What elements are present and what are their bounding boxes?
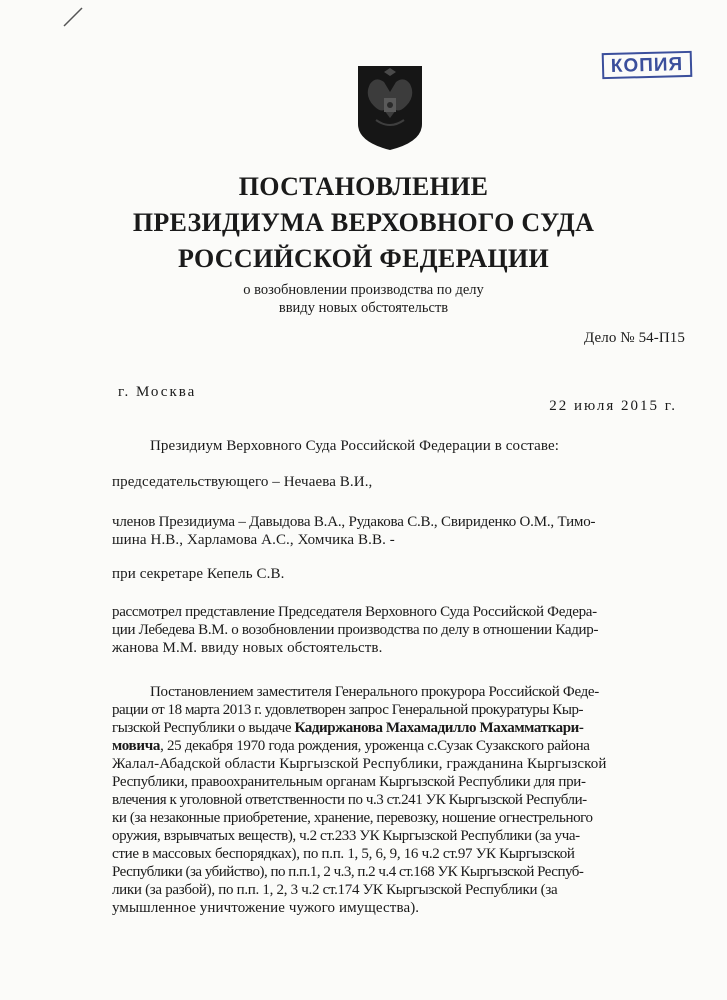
case-number: Дело № 54-П15 [584, 330, 685, 346]
secretary-line: при секретаре Кепель С.В. [112, 566, 285, 582]
paragraph-line: влечения к уголовной ответственности по ч.3 ст.241 УК Кыргызской Республи- [112, 792, 587, 808]
defendant-name: Кадиржанова Махамадилло Махамматкари- [294, 720, 584, 736]
paragraph-line [112, 720, 583, 737]
doc-subject-line1: о возобновлении производства по делу [243, 282, 484, 298]
paragraph-line: умышленное уничтожение чужого имущества). [112, 900, 420, 916]
paragraph-line: оружия, взрывчатых веществ), ч.2 ст.233 УК Кыргызской Республики (за уча- [112, 828, 580, 844]
coat-of-arms-icon [356, 62, 424, 152]
paragraph-line: Республики, правоохранительным органам Кыргызской Республики для при- [112, 774, 586, 790]
paragraph-line: Республики (за убийство), по п.п.1, 2 ч.3, п.2 ч.4 ст.168 УК Кыргызской Респуб- [112, 864, 584, 880]
considered-line1: рассмотрел представление Председателя Верховного Суда Российской Федера- [112, 604, 597, 620]
doc-title-line1: ПОСТАНОВЛЕНИЕ [238, 172, 489, 201]
date: 22 июля 2015 г. [549, 398, 677, 414]
composition-line: Президиум Верховного Суда Российской Федерации в составе: [150, 438, 559, 454]
paragraph-line: стие в массовых беспорядках), по п.п. 1, 5, 6, 9, 16 ч.2 ст.97 УК Кыргызской [112, 846, 575, 862]
doc-title-line3: РОССИЙСКОЙ ФЕДЕРАЦИИ [177, 244, 550, 273]
paragraph-line: Постановлением заместителя Генерального прокурора Российской Феде- [150, 684, 599, 700]
paragraph-line: рации от 18 марта 2013 г. удовлетворен запрос Генеральной прокуратуры Кыр- [112, 702, 584, 718]
corner-mark-icon [62, 6, 84, 28]
considered-line3: жанова М.М. ввиду новых обстоятельств. [112, 640, 383, 656]
paragraph-line: Жалал-Абадской области Кыргызской Республики, гражданина Кыргызской [112, 756, 607, 772]
defendant-name-end: мовича [112, 738, 161, 754]
paragraph-text: гызской Республики о выдаче [112, 720, 295, 736]
paragraph-line: лики (за разбой), по п.п. 1, 2, 3 ч.2 ст.174 УК Кыргызской Республики (за [112, 882, 558, 898]
doc-title-line2: ПРЕЗИДИУМА ВЕРХОВНОГО СУДА [132, 208, 595, 237]
doc-subject-line2: ввиду новых обстоятельств [278, 300, 449, 316]
paragraph-text: , 25 декабря 1970 года рождения, уроженца с.Сузак Сузакского района [160, 738, 590, 754]
paragraph-line [112, 738, 590, 755]
copy-stamp: КОПИЯ [602, 51, 693, 79]
presiding-judge: председательствующего – Нечаева В.И., [112, 474, 373, 490]
city: г. Москва [118, 384, 197, 400]
considered-line2: ции Лебедева В.М. о возобновлении производства по делу в отношении Кадир- [112, 622, 599, 638]
members-line2: шина Н.В., Харламова А.С., Хомчика В.В. - [112, 532, 395, 548]
members-line1: членов Президиума – Давыдова В.А., Рудакова С.В., Свириденко О.М., Тимо- [112, 514, 596, 530]
paragraph-line: ки (за незаконные приобретение, хранение, перевозку, ношение огнестрельного [112, 810, 593, 826]
